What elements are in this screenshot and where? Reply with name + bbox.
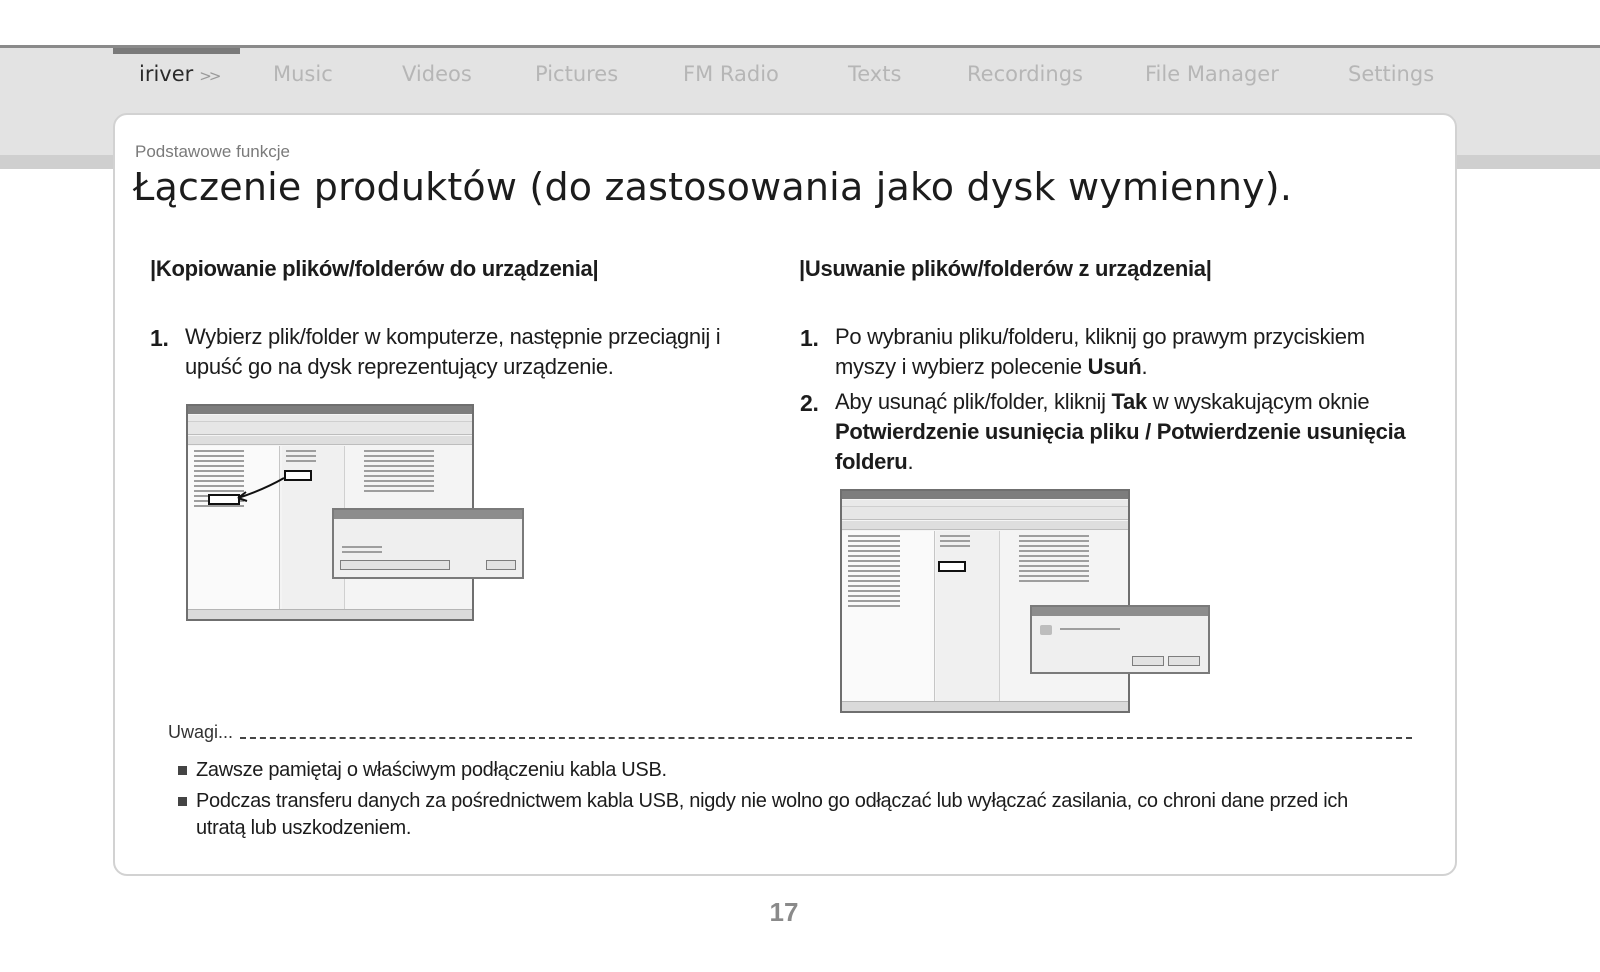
page-title: Łączenie produktów (do zastosowania jako dysk wymienny). [133,165,1293,209]
dialog-text [342,546,382,553]
left-heading-text: Kopiowanie plików/folderów do urządzenia [155,256,593,281]
chevron-right-icon: >> [199,67,219,85]
recycle-bin-icon [1040,625,1052,635]
explorer-screenshot-delete [840,489,1130,713]
step-number: 1. [800,325,819,351]
dialog-titlebar [334,510,522,519]
bold-usun: Usuń [1087,354,1142,379]
nav-item-file-manager[interactable]: File Manager [1145,62,1279,86]
heading-bar-left: | [799,256,805,281]
nav-item-settings[interactable]: Settings [1348,62,1435,86]
brand-label: iriver [139,62,194,86]
right-section-heading [799,256,1212,282]
nav-brand-iriver[interactable] [139,62,218,86]
step-number: 2. [800,390,819,416]
step-number: 1. [150,325,169,351]
file-details [1019,535,1089,585]
nav-item-fm-radio[interactable]: FM Radio [683,62,779,86]
window-titlebar [842,491,1128,499]
copy-progress-dialog [332,508,524,579]
selected-file-highlight [938,561,966,572]
nav-item-music[interactable]: Music [273,62,333,86]
bold-dialog-name: Potwierdzenie usunięcia pliku / Potwierdzenie usunięcia folderu [835,419,1406,474]
progress-bar [340,560,450,570]
page-number: 17 [769,897,799,927]
heading-bar-right: | [1205,256,1212,281]
right-step-2 [800,387,1420,479]
nav-item-videos[interactable]: Videos [402,62,472,86]
section-kicker: Podstawowe funkcje [135,142,290,161]
dialog-text [1060,628,1120,630]
window-toolbar [842,507,1128,520]
window-menubar [842,500,1128,507]
window-address-bar [842,521,1128,530]
step-text: Wybierz plik/folder w komputerze, następnie przeciągnij i upuść go na dysk reprezentujący urządzenie. [185,324,721,379]
step-text: Aby usunąć plik/folder, kliknij Tak w wyskakującym oknie Potwierdzenie usunięcia pliku / Potwierdzenie usunięcia folderu. [835,389,1406,474]
nav-item-pictures[interactable]: Pictures [535,62,619,86]
left-step-1 [150,322,770,384]
right-heading-text: Usuwanie plików/folderów z urządzenia [804,256,1206,281]
square-bullet-icon [178,797,187,806]
top-navigation [0,62,1600,96]
dialog-titlebar [1032,607,1208,616]
note-text: Podczas transferu danych za pośrednictwem kabla USB, nigdy nie wolno go odłączać lub wyłączać zasilania, co chroni dane przed ich utratą lub uszkodzeniem. [196,790,1348,839]
window-statusbar [842,701,1128,711]
notes-divider [240,737,1412,739]
right-step-1 [800,322,1420,384]
delete-confirm-dialog [1030,605,1210,674]
no-button [1168,656,1200,666]
step-text: Po wybraniu pliku/folderu, kliknij go prawym przyciskiem myszy i wybierz polecenie Usuń. [835,324,1365,379]
notes-label: Uwagi... [168,722,234,742]
bold-tak: Tak [1111,389,1147,414]
folder-tree [842,531,935,701]
heading-bar-right: | [592,256,599,281]
file-list-column [936,531,1000,701]
active-tab-indicator [113,48,240,54]
note-text: Zawsze pamiętaj o właściwym podłączeniu kabla USB. [196,759,667,781]
left-section-heading [150,256,598,282]
nav-item-texts[interactable]: Texts [848,62,902,86]
cancel-button [486,560,516,570]
square-bullet-icon [178,766,187,775]
yes-button [1132,656,1164,666]
heading-bar-left: | [150,256,156,281]
nav-item-recordings[interactable]: Recordings [967,62,1083,86]
